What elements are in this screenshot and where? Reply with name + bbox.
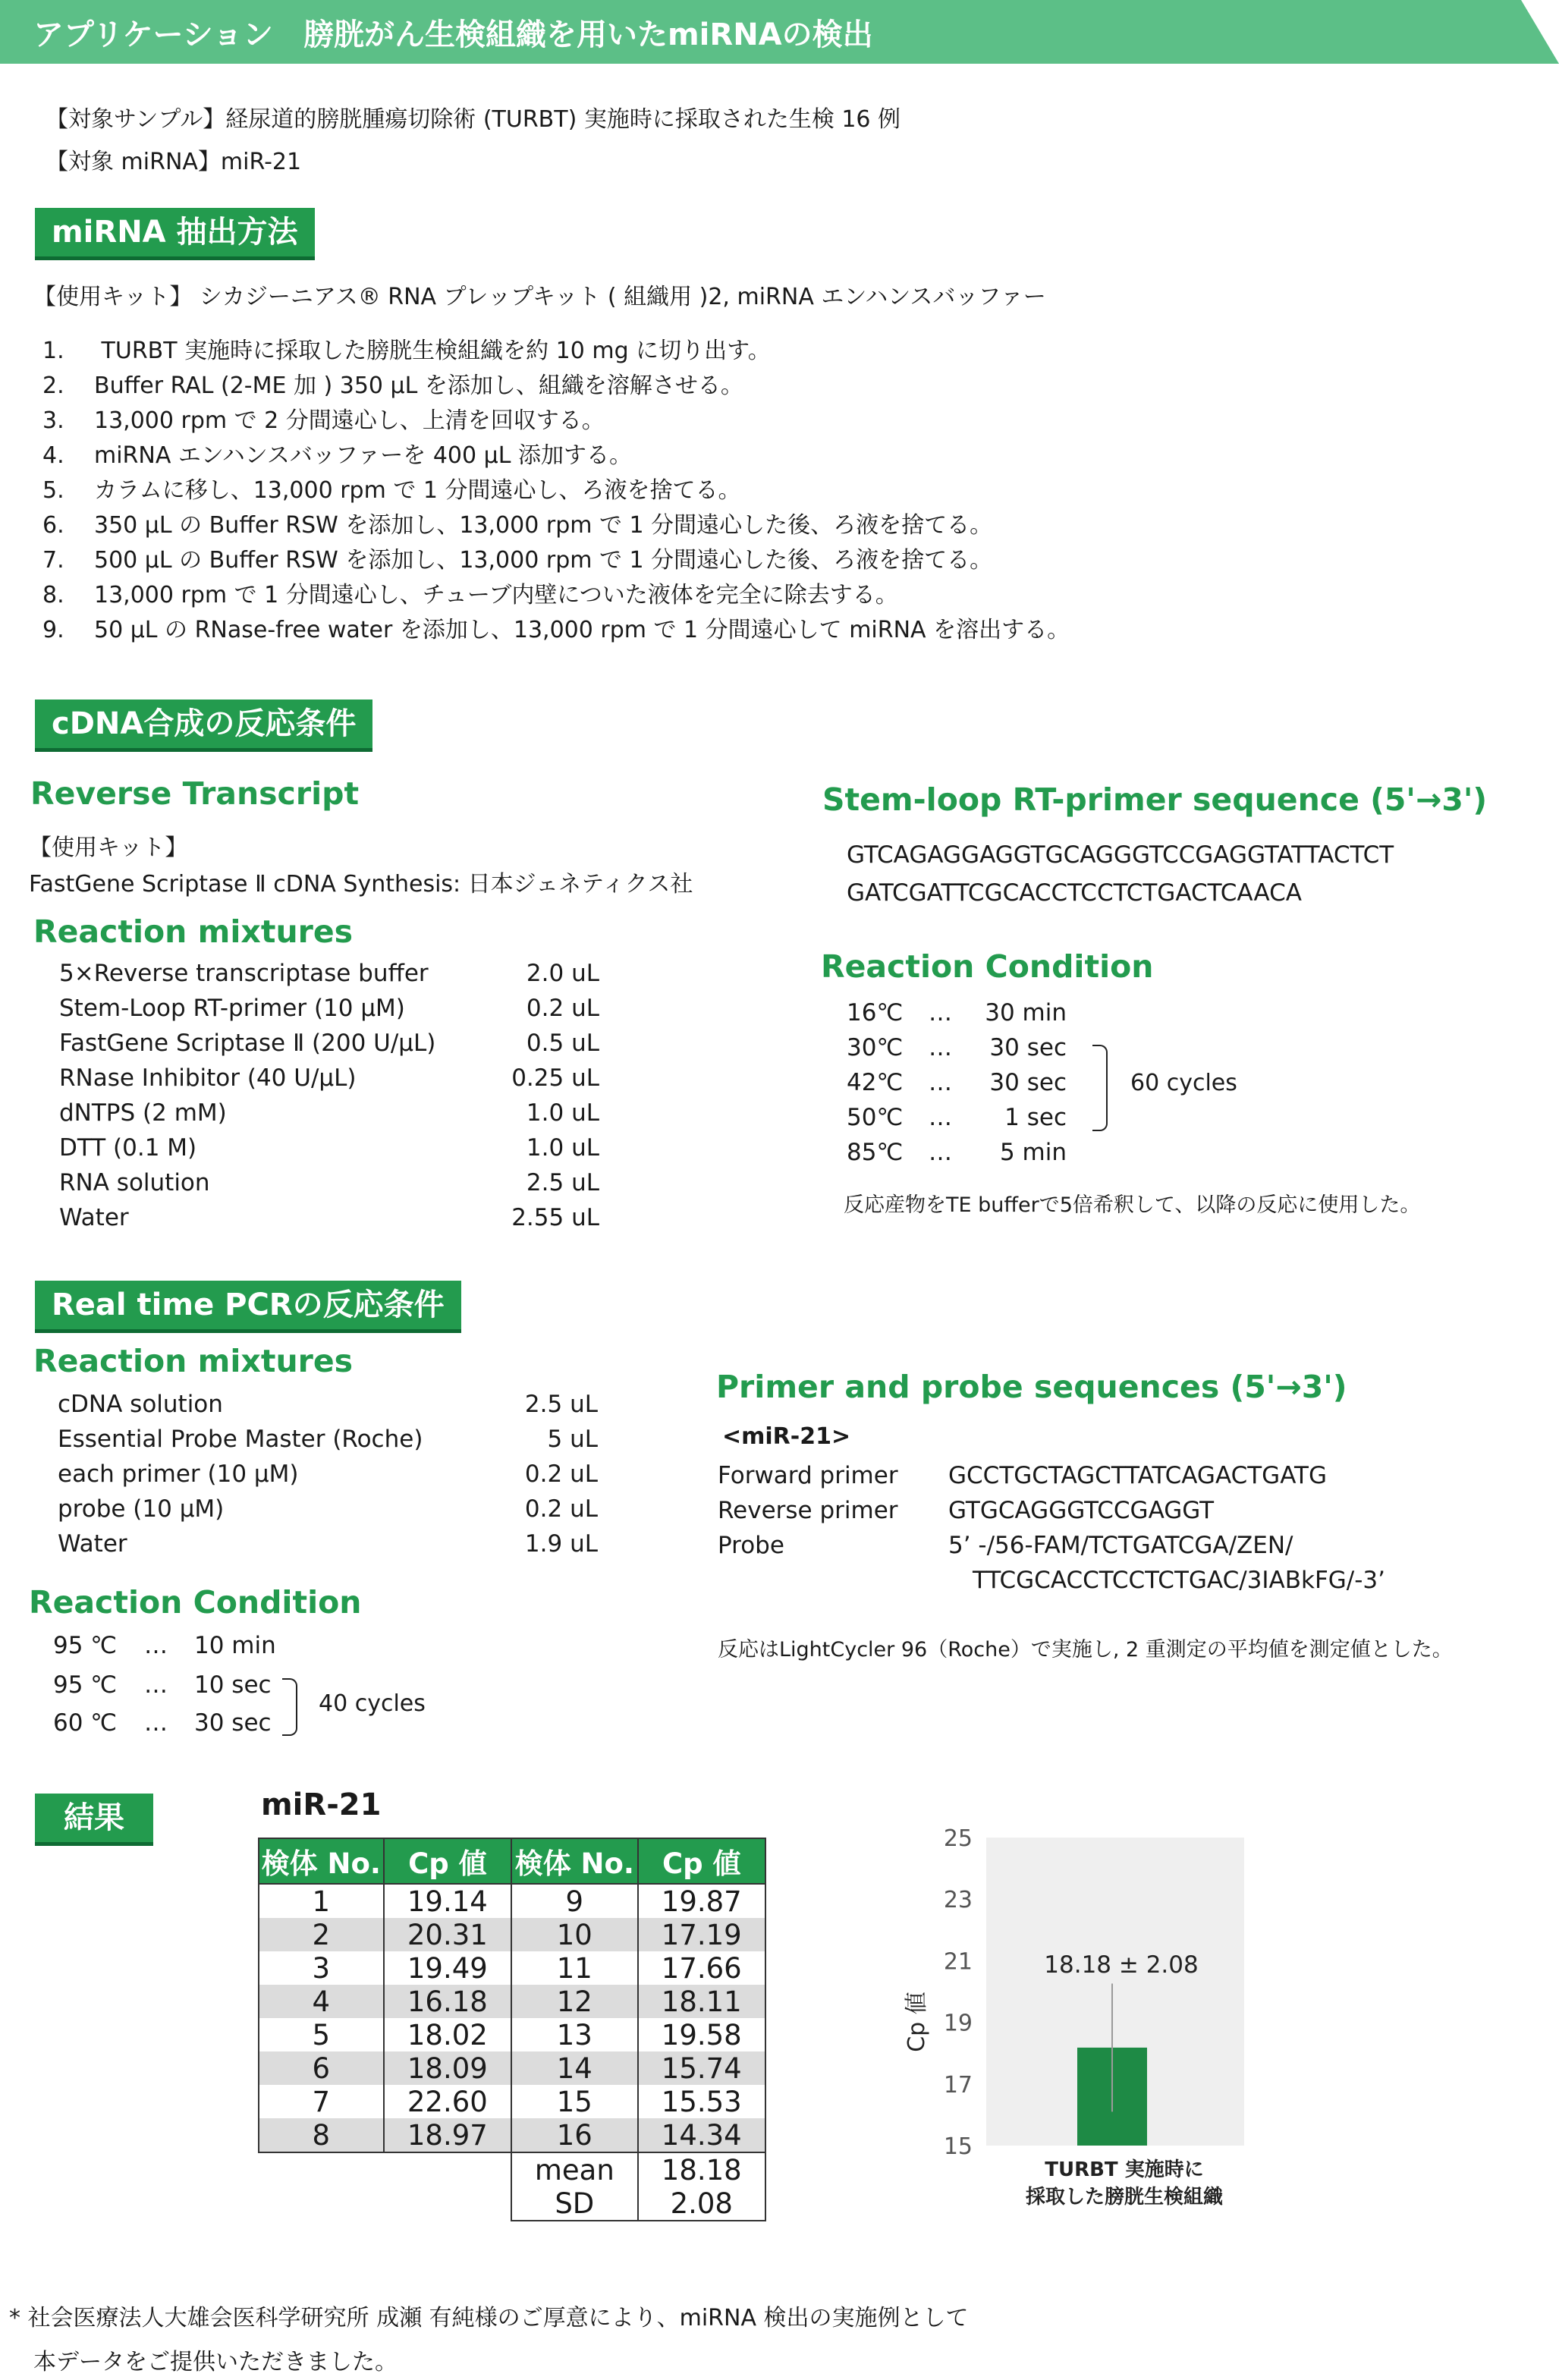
cell-cp2: 19.87 bbox=[638, 1884, 765, 1918]
mixture-row bbox=[58, 1387, 598, 1422]
cell-no2: 10 bbox=[511, 1918, 637, 1951]
cell-cp2: 17.66 bbox=[638, 1951, 765, 1985]
col-header-cp-2: Cp 値 bbox=[638, 1838, 765, 1884]
extraction-step bbox=[42, 578, 1070, 613]
cell-cp1: 18.09 bbox=[384, 2051, 511, 2085]
table-row bbox=[259, 1985, 765, 2018]
page-title: アプリケーション 膀胱がん生検組織を用いたmiRNAの検出 bbox=[33, 17, 873, 52]
cell-no1: 6 bbox=[259, 2051, 384, 2085]
condition-temp: 42℃ bbox=[847, 1069, 904, 1096]
extraction-step bbox=[42, 369, 1070, 404]
blank-cell bbox=[384, 2187, 511, 2221]
step-text: 50 μL の RNase-free water を添加し、13,000 rpm で 1 分間遠心して miRNA を溶出する。 bbox=[94, 617, 1070, 643]
extraction-step bbox=[42, 613, 1070, 648]
summary-label: mean bbox=[511, 2152, 637, 2187]
mean-row bbox=[259, 2152, 765, 2187]
mixture-amount: 2.0 uL bbox=[526, 960, 599, 987]
table-row bbox=[259, 1951, 765, 1985]
pcr-conditions bbox=[53, 1628, 311, 1740]
cdna-mix-title: Reaction mixtures bbox=[33, 913, 354, 950]
mixture-name: FastGene Scriptase Ⅱ (200 U/μL) bbox=[59, 1030, 436, 1057]
cell-cp1: 16.18 bbox=[384, 1985, 511, 2018]
condition-row bbox=[53, 1628, 311, 1668]
cell-no1: 1 bbox=[259, 1884, 384, 1918]
cell-no2: 11 bbox=[511, 1951, 637, 1985]
step-text: Buffer RAL (2-ME 加 ) 350 μL を添加し、組織を溶解させる。 bbox=[94, 373, 743, 399]
cell-no2: 12 bbox=[511, 1985, 637, 2018]
mixture-amount: 0.25 uL bbox=[511, 1064, 599, 1092]
probe-seq-2: TTCGCACCTCCTCTGAC/3IABkFG/-3’ bbox=[973, 1567, 1386, 1594]
col-header-cp-1: Cp 値 bbox=[384, 1838, 511, 1884]
condition-dots: … bbox=[929, 999, 952, 1027]
col-header-no-2: 検体 No. bbox=[511, 1838, 637, 1884]
condition-time: 10 sec bbox=[194, 1671, 272, 1699]
cell-no1: 2 bbox=[259, 1918, 384, 1951]
blank-cell bbox=[259, 2152, 384, 2187]
reverse-seq: GTGCAGGGTCCGAGGT bbox=[948, 1497, 1215, 1524]
stem-title: Stem-loop RT-primer sequence (5'→3') bbox=[822, 781, 1488, 818]
mixture-row bbox=[59, 956, 599, 991]
step-text: 500 μL の Buffer RSW を添加し、13,000 rpm で 1 分間遠心した後、ろ液を捨てる。 bbox=[94, 547, 993, 574]
step-text: miRNA エンハンスバッファーを 400 μL 添加する。 bbox=[94, 442, 632, 469]
y-tick-label: 15 bbox=[943, 2133, 973, 2160]
cell-cp2: 15.53 bbox=[638, 2085, 765, 2118]
condition-temp: 50℃ bbox=[847, 1104, 904, 1131]
cdna-mixtures bbox=[59, 956, 599, 1235]
pcr-note: 反応はLightCycler 96（Roche）で実施し, 2 重測定の平均値を測定値とした。 bbox=[718, 1638, 1453, 1662]
cell-no1: 8 bbox=[259, 2118, 384, 2152]
cdna-cond-title: Reaction Condition bbox=[821, 948, 1154, 985]
rt-kit-label: 【使用キット】 bbox=[29, 835, 188, 861]
forward-label: Forward primer bbox=[718, 1462, 898, 1489]
condition-dots: … bbox=[929, 1034, 952, 1061]
mixture-row bbox=[59, 1130, 599, 1165]
cell-no2: 13 bbox=[511, 2018, 637, 2051]
mixture-row bbox=[59, 1200, 599, 1235]
condition-row bbox=[847, 995, 1150, 1030]
cell-cp1: 19.14 bbox=[384, 1884, 511, 1918]
results-heading: 結果 bbox=[35, 1794, 153, 1846]
table-row bbox=[259, 2051, 765, 2085]
cell-cp1: 22.60 bbox=[384, 2085, 511, 2118]
col-header-no-1: 検体 No. bbox=[259, 1838, 384, 1884]
forward-seq: GCCTGCTAGCTTATCAGACTGATG bbox=[948, 1462, 1327, 1489]
cdna-note: 反応産物をTE bufferで5倍希釈して、以降の反応に使用した。 bbox=[844, 1193, 1421, 1217]
condition-time: 5 min bbox=[999, 1139, 1067, 1166]
summary-value: 2.08 bbox=[638, 2187, 765, 2221]
probe-label: Probe bbox=[718, 1532, 784, 1559]
condition-time: 30 sec bbox=[989, 1069, 1067, 1096]
table-row bbox=[259, 1918, 765, 1951]
table-row bbox=[259, 2018, 765, 2051]
step-text: 13,000 rpm で 2 分間遠心し、上清を回収する。 bbox=[94, 407, 605, 434]
step-number: 4. bbox=[42, 442, 64, 469]
blank-cell bbox=[384, 2152, 511, 2187]
mixture-name: Water bbox=[59, 1204, 129, 1231]
y-tick-label: 21 bbox=[943, 1948, 973, 1976]
condition-temp: 95 ℃ bbox=[53, 1632, 118, 1659]
extraction-step bbox=[42, 543, 1070, 578]
cdna-cycles: 60 cycles bbox=[1130, 1070, 1237, 1096]
target-mirna-line: 【対象 miRNA】miR-21 bbox=[46, 149, 302, 175]
primer-title: Primer and probe sequences (5'→3') bbox=[716, 1369, 1347, 1405]
pcr-mixtures bbox=[58, 1387, 598, 1561]
target-label: <miR-21> bbox=[722, 1423, 851, 1450]
step-text: カラムに移し、13,000 rpm で 1 分間遠心し、ろ液を捨てる。 bbox=[94, 477, 741, 504]
y-tick-label: 19 bbox=[943, 2010, 973, 2037]
mixture-amount: 0.2 uL bbox=[524, 1495, 598, 1523]
mixture-amount: 0.2 uL bbox=[524, 1460, 598, 1488]
stem-seq-1: GTCAGAGGAGGTGCAGGGTCCGAGGTATTACTCT bbox=[847, 841, 1394, 869]
mixture-row bbox=[58, 1526, 598, 1561]
step-number: 9. bbox=[42, 617, 64, 643]
mixture-name: each primer (10 μM) bbox=[58, 1460, 299, 1488]
step-number: 6. bbox=[42, 512, 64, 539]
mixture-amount: 1.0 uL bbox=[526, 1099, 599, 1127]
mixture-row bbox=[59, 1026, 599, 1061]
condition-temp: 30℃ bbox=[847, 1034, 904, 1061]
extraction-step bbox=[42, 439, 1070, 473]
mixture-name: Essential Probe Master (Roche) bbox=[58, 1426, 423, 1453]
condition-dots: … bbox=[929, 1104, 952, 1131]
probe-seq-1: 5’ -/56-FAM/TCTGATCGA/ZEN/ bbox=[948, 1532, 1293, 1559]
cell-no2: 15 bbox=[511, 2085, 637, 2118]
cell-cp2: 19.58 bbox=[638, 2018, 765, 2051]
mixture-row bbox=[59, 1165, 599, 1200]
condition-row bbox=[53, 1668, 311, 1706]
mixture-amount: 5 uL bbox=[547, 1426, 598, 1453]
mixture-row bbox=[58, 1457, 598, 1492]
reverse-label: Reverse primer bbox=[718, 1497, 898, 1524]
x-category-label-1: TURBT 実施時に bbox=[1045, 2158, 1204, 2181]
footer-line-2: 本データをご提供いただきました。 bbox=[33, 2349, 398, 2375]
extraction-heading: miRNA 抽出方法 bbox=[35, 208, 315, 260]
cell-cp2: 15.74 bbox=[638, 2051, 765, 2085]
condition-time: 1 sec bbox=[1004, 1104, 1067, 1131]
step-number: 5. bbox=[42, 477, 64, 504]
mixture-amount: 0.2 uL bbox=[526, 995, 599, 1022]
stem-seq-2: GATCGATTCGCACCTCCTCTGACTCAACA bbox=[847, 879, 1302, 907]
mixture-row bbox=[58, 1422, 598, 1457]
cell-no2: 14 bbox=[511, 2051, 637, 2085]
x-category-label-2: 採取した膀胱生検組織 bbox=[1025, 2186, 1224, 2209]
condition-time: 10 min bbox=[194, 1632, 276, 1659]
results-table bbox=[258, 1838, 766, 2221]
condition-dots: … bbox=[929, 1139, 952, 1166]
condition-row bbox=[53, 1706, 311, 1740]
cdna-cycle-bracket bbox=[1092, 1045, 1108, 1131]
pcr-cycles: 40 cycles bbox=[319, 1690, 426, 1717]
blank-cell bbox=[259, 2187, 384, 2221]
step-text: 13,000 rpm で 1 分間遠心し、チューブ内壁についた液体を完全に除去する。 bbox=[94, 582, 898, 608]
mixture-amount: 1.9 uL bbox=[524, 1530, 598, 1558]
footer-line-1: * 社会医療法人大雄会医科学研究所 成瀬 有純様のご厚意により、miRNA 検出の実施例として bbox=[9, 2305, 969, 2331]
mixture-name: RNase Inhibitor (40 U/μL) bbox=[59, 1064, 357, 1092]
condition-time: 30 sec bbox=[194, 1709, 272, 1737]
condition-temp: 60 ℃ bbox=[53, 1709, 118, 1737]
y-axis-label: Cp 値 bbox=[904, 1992, 930, 2052]
condition-temp: 16℃ bbox=[847, 999, 904, 1027]
mixture-name: Stem-Loop RT-primer (10 μM) bbox=[59, 995, 405, 1022]
mixture-amount: 2.55 uL bbox=[511, 1204, 599, 1231]
condition-dots: … bbox=[144, 1671, 168, 1699]
condition-dots: … bbox=[929, 1069, 952, 1096]
results-table-title: miR-21 bbox=[261, 1787, 382, 1822]
step-number: 3. bbox=[42, 407, 64, 434]
condition-row bbox=[847, 1135, 1150, 1170]
mixture-name: 5×Reverse transcriptase buffer bbox=[59, 960, 429, 987]
cell-cp1: 18.97 bbox=[384, 2118, 511, 2152]
step-number: 1. bbox=[42, 338, 64, 364]
cell-cp2: 17.19 bbox=[638, 1918, 765, 1951]
cell-cp1: 19.49 bbox=[384, 1951, 511, 1985]
pcr-mix-title: Reaction mixtures bbox=[33, 1343, 354, 1379]
cell-cp2: 14.34 bbox=[638, 2118, 765, 2152]
cell-cp1: 18.02 bbox=[384, 2018, 511, 2051]
step-text: TURBT 実施時に採取した膀胱生検組織を約 10 mg に切り出す。 bbox=[94, 338, 771, 364]
target-sample-line: 【対象サンプル】経尿道的膀胱腫瘍切除術 (TURBT) 実施時に採取された生検 16 例 bbox=[46, 106, 901, 133]
annotation-label: 18.18 ± 2.08 bbox=[1044, 1951, 1199, 1979]
step-text: 350 μL の Buffer RSW を添加し、13,000 rpm で 1 分間遠心した後、ろ液を捨てる。 bbox=[94, 512, 993, 539]
extraction-steps bbox=[42, 334, 1070, 648]
extraction-step bbox=[42, 508, 1070, 543]
mixture-name: DTT (0.1 M) bbox=[59, 1134, 197, 1162]
cdna-heading: cDNA合成の反応条件 bbox=[35, 700, 372, 752]
sd-row bbox=[259, 2187, 765, 2221]
y-tick-label: 23 bbox=[943, 1887, 973, 1914]
cell-no1: 7 bbox=[259, 2085, 384, 2118]
table-row bbox=[259, 1884, 765, 1918]
mixture-name: cDNA solution bbox=[58, 1391, 223, 1418]
cell-no2: 16 bbox=[511, 2118, 637, 2152]
step-number: 7. bbox=[42, 547, 64, 574]
cell-no1: 5 bbox=[259, 2018, 384, 2051]
condition-time: 30 min bbox=[985, 999, 1067, 1027]
mixture-name: dNTPS (2 mM) bbox=[59, 1099, 227, 1127]
y-tick-label: 17 bbox=[943, 2071, 973, 2099]
mixture-row bbox=[59, 991, 599, 1026]
y-tick-label: 25 bbox=[943, 1828, 973, 1852]
mixture-row bbox=[59, 1061, 599, 1096]
cell-no1: 4 bbox=[259, 1985, 384, 2018]
step-number: 8. bbox=[42, 582, 64, 608]
cell-cp2: 18.11 bbox=[638, 1985, 765, 2018]
rt-title: Reverse Transcript bbox=[30, 775, 360, 812]
cell-no2: 9 bbox=[511, 1884, 637, 1918]
mixture-row bbox=[58, 1492, 598, 1526]
mixture-row bbox=[59, 1096, 599, 1130]
mixture-amount: 2.5 uL bbox=[524, 1391, 598, 1418]
condition-dots: … bbox=[144, 1709, 168, 1737]
pcr-cycle-bracket bbox=[282, 1678, 297, 1736]
mixture-name: probe (10 μM) bbox=[58, 1495, 225, 1523]
mixture-amount: 0.5 uL bbox=[526, 1030, 599, 1057]
extraction-step bbox=[42, 473, 1070, 508]
condition-temp: 85℃ bbox=[847, 1139, 904, 1166]
condition-time: 30 sec bbox=[989, 1034, 1067, 1061]
mixture-name: RNA solution bbox=[59, 1169, 210, 1196]
cell-cp1: 20.31 bbox=[384, 1918, 511, 1951]
cell-no1: 3 bbox=[259, 1951, 384, 1985]
pcr-heading: Real time PCRの反応条件 bbox=[35, 1281, 461, 1333]
cp-bar-chart bbox=[880, 1828, 1275, 2223]
mixture-name: Water bbox=[58, 1530, 127, 1558]
condition-dots: … bbox=[144, 1632, 168, 1659]
summary-label: SD bbox=[511, 2187, 637, 2221]
summary-value: 18.18 bbox=[638, 2152, 765, 2187]
extraction-step bbox=[42, 404, 1070, 439]
extraction-kit: 【使用キット】 シカジーニアス® RNA プレップキット ( 組織用 )2, miRNA エンハンスバッファー bbox=[33, 284, 1046, 310]
table-row bbox=[259, 2118, 765, 2152]
mixture-amount: 2.5 uL bbox=[526, 1169, 599, 1196]
mixture-amount: 1.0 uL bbox=[526, 1134, 599, 1162]
pcr-cond-title: Reaction Condition bbox=[29, 1584, 362, 1621]
rt-kit-name: FastGene Scriptase Ⅱ cDNA Synthesis: 日本ジェネティクス社 bbox=[29, 871, 693, 898]
condition-temp: 95 ℃ bbox=[53, 1671, 118, 1699]
step-number: 2. bbox=[42, 373, 64, 399]
extraction-step bbox=[42, 334, 1070, 369]
table-row bbox=[259, 2085, 765, 2118]
